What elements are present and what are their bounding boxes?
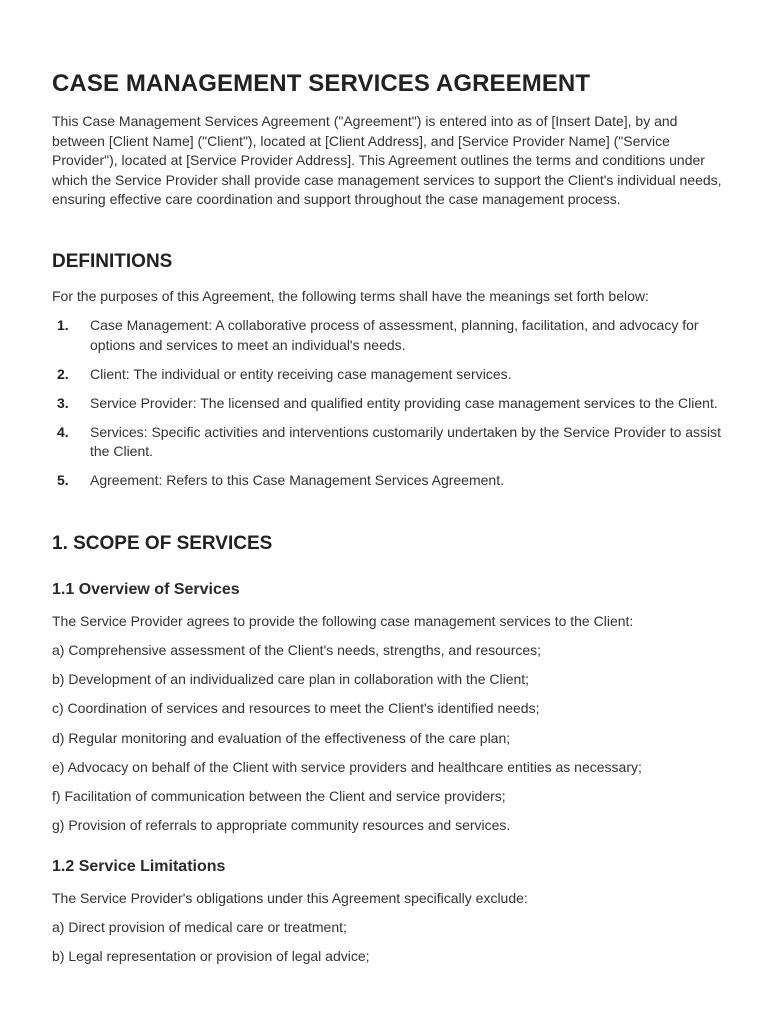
overview-item: b) Development of an individualized care plan in collaboration with the Client; [52,671,530,687]
document-title: CASE MANAGEMENT SERVICES AGREEMENT [52,70,591,97]
definitions-heading: DEFINITIONS [52,251,173,272]
overview-item: a) Comprehensive assessment of the Client's needs, strengths, and resources; [52,642,542,658]
definition-item [52,365,724,385]
overview-heading: 1.1 Overview of Services [52,581,240,598]
definition-text: Service Provider: The licensed and qualified entity providing case management services to the Client. [90,394,718,411]
definition-text: Agreement: Refers to this Case Management Services Agreement. [90,472,504,488]
definition-number: 2. [57,365,69,382]
definition-number: 4. [57,423,69,440]
definition-number: 3. [57,394,69,411]
overview-item: f) Facilitation of communication between the Client and service providers; [52,788,506,804]
definitions-list [52,316,724,500]
intro-paragraph: This Case Management Services Agreement ("Agreement") is entered into as of [Insert Date], by and between [Client Name] ("Client"), located at [Client Address], and [Service Provider Name] ("Service Provider"), located at [Service Provider Address]. This Agreement outlines the terms and conditions under which the Service Provider shall provide case management services to support the Client's individual needs, ensuring effective care coordination and support throughout the case management process. [52,113,722,207]
definition-number: 5. [57,472,69,488]
definition-item [52,423,724,462]
definition-number: 1. [57,317,69,333]
definition-text: Services: Specific activities and interventions customarily undertaken by the Service Provider to assist the Client. [90,423,722,459]
definitions-intro: For the purposes of this Agreement, the following terms shall have the meanings set forth below: [52,288,649,304]
overview-item: g) Provision of referrals to appropriate community resources and services. [52,817,511,833]
overview-intro: The Service Provider agrees to provide the following case management services to the Client: [52,613,634,629]
definition-text: Client: The individual or entity receiving case management services. [90,365,512,382]
limitations-heading: 1.2 Service Limitations [52,858,226,875]
definition-item [52,316,724,355]
overview-item: c) Coordination of services and resources to meet the Client's identified needs; [52,700,540,716]
overview-item: e) Advocacy on behalf of the Client with service providers and healthcare entities as necessary; [52,759,642,775]
overview-item: d) Regular monitoring and evaluation of the effectiveness of the care plan; [52,730,511,746]
definition-text: Case Management: A collaborative process of assessment, planning, facilitation, and advocacy for options and services to meet an individual's needs. [90,317,699,353]
definition-item [52,394,724,414]
scope-heading: 1. SCOPE OF SERVICES [52,533,273,554]
limitations-intro: The Service Provider's obligations under this Agreement specifically exclude: [52,890,528,906]
limitation-item: a) Direct provision of medical care or treatment; [52,919,347,935]
limitation-item: b) Legal representation or provision of legal advice; [52,948,370,964]
definition-item [52,471,724,491]
